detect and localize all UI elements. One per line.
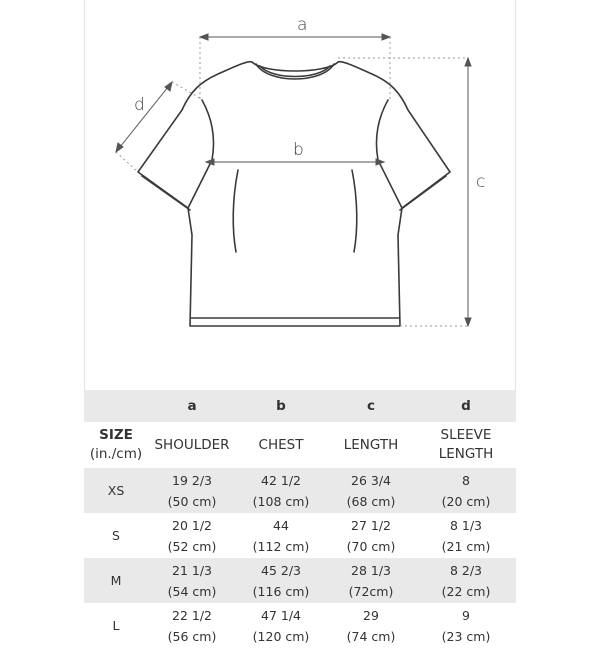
tshirt-outline [138,62,450,326]
value-cell: 45 2/3 (116 cm) [236,558,326,603]
dim-d-line [116,82,172,152]
column-label-sleeve-length: SLEEVE LENGTH [438,427,494,462]
value-cell: 21 1/3 (54 cm) [148,558,236,603]
value-cell: 22 1/2 (56 cm) [167,607,217,644]
size-cell: S [112,528,120,543]
dim-c-label: c [476,172,486,192]
value-cell: 26 3/4 (68 cm) [326,468,416,513]
value-cell: 8 (20 cm) [416,468,516,513]
dim-d-label: d [134,95,145,115]
right-sleeve-seam [376,100,388,160]
value-cell: 8 2/3 (22 cm) [416,558,516,603]
size-cell: M [84,558,148,603]
value-cell: 19 2/3 (50 cm) [148,468,236,513]
value-cell: 8 1/3 (21 cm) [441,517,491,554]
letter-row [84,390,516,422]
dim-b-label: b [293,140,304,160]
value-cell: 44 (112 cm) [252,517,310,554]
table-row [84,468,516,513]
size-table [84,390,516,648]
column-label-length: LENGTH [343,436,399,453]
value-cell: 47 1/4 (120 cm) [252,607,310,644]
column-label-chest: CHEST [258,436,304,453]
table-row [84,603,516,648]
size-header: SIZE (in./cm) [89,427,143,462]
letter-cell: d [416,390,516,422]
value-cell: 28 1/3 (72cm) [326,558,416,603]
letter-cell [84,390,148,422]
header-row [84,422,516,468]
dim-a-label: a [297,15,308,35]
left-sleeve-seam [202,100,214,160]
size-cell: XS [84,468,148,513]
value-cell: 29 (74 cm) [346,607,396,644]
table-row [84,513,516,558]
size-cell: L [112,618,120,633]
value-cell: 9 (23 cm) [441,607,491,644]
value-cell: 20 1/2 (52 cm) [167,517,217,554]
letter-cell: c [326,390,416,422]
letter-cell: b [236,390,326,422]
value-cell: 27 1/2 (70 cm) [346,517,396,554]
column-label-shoulder: SHOULDER [154,436,230,453]
table-row [84,558,516,603]
letter-cell: a [148,390,236,422]
value-cell: 42 1/2 (108 cm) [236,468,326,513]
